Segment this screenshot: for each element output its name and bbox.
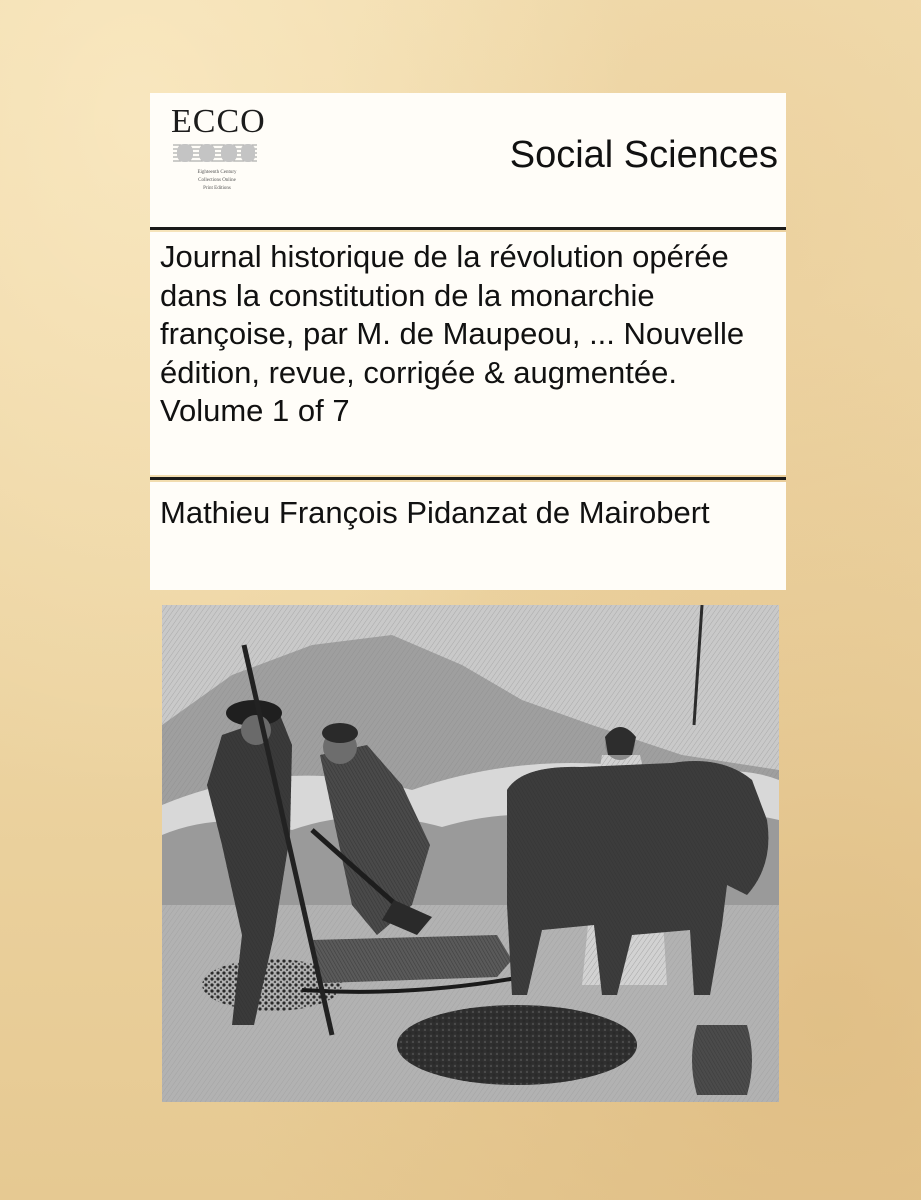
engraving-icon xyxy=(162,605,779,1102)
ecco-logo-line: Eighteenth Century xyxy=(197,170,237,175)
ecco-logo xyxy=(165,103,266,215)
book-title: Journal historique de la révolution opérée dans la constitution de la monarchie françoise, par M. de Maupeou, ... Nouvelle édition, revue, corrigée & augmentée. Volume 1 of 7 xyxy=(160,239,745,428)
ecco-logo-bars-icon xyxy=(171,141,259,163)
ecco-logo-mark: ECCO xyxy=(171,103,266,140)
book-author: Mathieu François Pidanzat de Mairobert xyxy=(160,495,710,530)
cover-engraving xyxy=(162,605,779,1102)
ecco-logo-line: Collections Online xyxy=(198,178,236,183)
collection-label: Social Sciences xyxy=(509,134,778,176)
header-divider xyxy=(150,227,786,230)
ecco-logo-line: Print Editions xyxy=(203,186,231,191)
title-divider xyxy=(150,477,786,480)
